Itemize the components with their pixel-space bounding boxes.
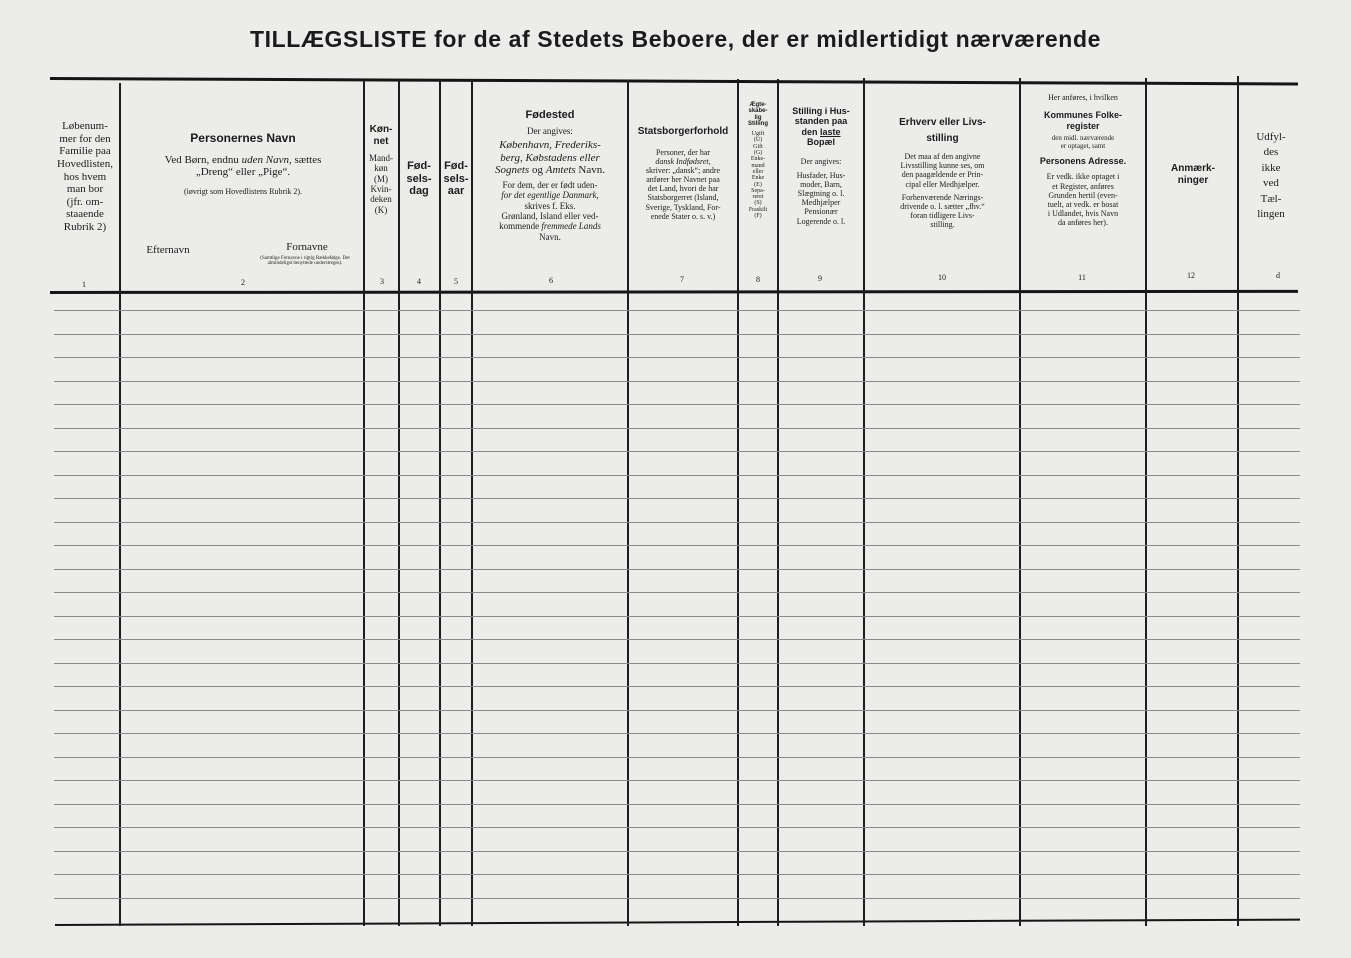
col7-line: Personer, der har [655, 147, 711, 157]
ruled-line [54, 851, 1300, 852]
col11-heading: register [1066, 120, 1100, 131]
col5-heading: Fød- [444, 160, 468, 172]
col9-heading: den [801, 126, 818, 137]
col1-line: Rubrik 2) [63, 221, 107, 234]
col10-line: Det maa af den angivne [904, 152, 981, 161]
col3-line: deken [370, 194, 392, 205]
col8-line: (U) [753, 137, 763, 144]
col10-header [866, 117, 1019, 230]
ruled-line [54, 804, 1300, 805]
ruled-line [54, 428, 1300, 429]
col1-line: man bor [66, 183, 104, 196]
col1-line: Familie paa [59, 145, 111, 158]
col5-header [441, 160, 471, 198]
ruled-line [54, 898, 1300, 899]
col11-line: Er vedk. ikke optaget i [1046, 172, 1120, 182]
ruled-line [54, 592, 1300, 593]
ruled-line [54, 310, 1300, 311]
col1-header [52, 120, 118, 234]
col8-heading: Ægte- [749, 102, 767, 108]
col8-line: Gift [753, 143, 763, 150]
col7-line: Sverige, Tyskland, For- [645, 202, 721, 212]
ruled-line [54, 780, 1300, 781]
col-d-line: Udfyl- [1256, 131, 1286, 143]
col9-line: Der angives: [800, 157, 842, 167]
ruled-line [54, 827, 1300, 828]
col6-line: skrives f. Eks. [524, 200, 576, 211]
column-divider [439, 80, 441, 926]
col7-line: anfører her Navnet paa [646, 175, 720, 185]
col1-line: (jfr. om- [66, 195, 104, 208]
col9-line: moder, Barn, [800, 179, 842, 189]
col2-firstname-label: Fornavne [286, 241, 328, 253]
col11-mid: er optaget, samt [1060, 141, 1106, 150]
col9-heading: Bopæl [807, 137, 835, 148]
col5-heading: aar [447, 185, 465, 198]
ruled-line [54, 616, 1300, 617]
col7-heading: Statsborgerforhold [637, 126, 729, 137]
col12-heading: ninger [1177, 174, 1209, 186]
col11-line: i Udlandet, hvis Navn [1047, 209, 1119, 219]
col11-line: Grunden hertil (even- [1048, 190, 1118, 200]
col3-header [365, 124, 397, 215]
col8-heading: skabe- [748, 108, 768, 115]
col-number: 1 [82, 280, 86, 289]
column-divider [119, 83, 121, 926]
col3-line: Mand- [369, 153, 393, 163]
col6-line: Navn. [539, 231, 561, 242]
col6-line: Grønland, Island eller ved- [501, 210, 599, 221]
col2-heading: Personernes Navn [190, 131, 296, 145]
ruled-line [54, 381, 1300, 382]
col7-line: det Land, hvori de har [647, 184, 719, 194]
col-number: d [1276, 271, 1280, 280]
col1-line: hos hvem [63, 170, 107, 183]
ruled-line [54, 569, 1300, 570]
col2-firstname-note: (Samtlige Fornavne i rigtig Rækkefølge. Det almindeligst benyttede understreges). [260, 256, 350, 267]
col4-heading: dag [409, 185, 429, 198]
col8-line: Enke- [750, 156, 766, 163]
col1-line: staaende [66, 208, 104, 221]
col2-note2: „Dreng“ eller „Pige“. [195, 166, 291, 179]
col-d-line: Tæl- [1260, 192, 1282, 205]
col8-line: mand [751, 162, 765, 169]
col7-line: Statsborgerret (Island, [647, 193, 719, 203]
col1-line: Hovedlisten, [57, 157, 113, 170]
col11-header [1022, 93, 1144, 227]
ruled-line [54, 498, 1300, 499]
col9-heading: Stilling i Hus- [792, 106, 850, 116]
ruled-line [54, 522, 1300, 523]
col8-line: Sepa- [751, 187, 765, 194]
col8-line: (E) [754, 181, 762, 188]
col9-line: Logerende o. l. [796, 216, 846, 226]
column-divider [398, 80, 400, 926]
ruled-line [54, 710, 1300, 711]
ruled-line [54, 451, 1300, 452]
col8-line: (S) [754, 200, 762, 207]
ruled-line [54, 404, 1300, 405]
col8-line: Fraskilt [748, 206, 768, 213]
col-number: 10 [938, 273, 946, 282]
col-number: 3 [380, 277, 384, 286]
col11-line: et Register, anføres [1052, 181, 1114, 191]
col10-line: den paagældende er Prin- [901, 170, 984, 180]
col8-heading: lig [754, 114, 762, 121]
col9-heading-underlined: laste [820, 126, 841, 137]
col8-line: reret [752, 194, 764, 201]
col3-line: (K) [374, 204, 388, 215]
col9-line: Medhjælper [801, 198, 841, 208]
col9-line: Slægtning o. l. [797, 188, 845, 198]
col3-heading: net [373, 135, 389, 147]
col1-line: mer for den [59, 132, 111, 145]
col3-line: køn [374, 163, 388, 174]
col6-line: København, Frederiks- [499, 138, 601, 151]
col2-surname-label: Efternavn [146, 244, 190, 256]
col10-line: foran tidligere Livs- [910, 211, 975, 221]
col4-heading: Fød- [407, 160, 431, 172]
col-number: 12 [1187, 271, 1195, 280]
col3-line: Kvin- [370, 184, 392, 195]
col11-line: da anføres her). [1058, 218, 1108, 228]
col8-line: (F) [754, 213, 762, 220]
ruled-line [54, 663, 1300, 664]
col8-header [739, 102, 777, 219]
col10-line: drivende o. l. sætter „fhv.“ [900, 201, 985, 211]
col3-line: (M) [374, 173, 388, 184]
col8-line: Enke [751, 175, 765, 182]
ruled-line [54, 757, 1300, 758]
col4-heading: sels- [406, 172, 432, 185]
ruled-line [54, 545, 1300, 546]
col7-line: skriver: „dansk“; andre [645, 165, 721, 175]
col11-line: tuelt, at vedk. er bosat [1047, 199, 1119, 209]
col9-header [779, 106, 863, 226]
col6-line: Navn. [578, 164, 605, 177]
col8-heading: Stilling [748, 120, 768, 127]
col11-heading2: Personens Adresse. [1039, 155, 1127, 166]
col-number: 5 [454, 277, 458, 286]
col2-header [124, 132, 362, 196]
col1-line: Løbenum- [62, 120, 108, 132]
col2-note: Ved Børn, endnu [164, 153, 239, 166]
col8-line: Ugift [751, 131, 765, 138]
col4-header [400, 160, 438, 198]
col11-top: Her anføres, i hvilken [1048, 93, 1118, 102]
col6-line: kommende [499, 221, 540, 232]
col12-header [1150, 163, 1236, 186]
col2-note-end: sættes [294, 153, 322, 166]
col-number: 11 [1078, 273, 1086, 282]
col11-mid: den midl. nærværende [1051, 133, 1115, 142]
col11-heading: Kommunes Folke- [1043, 110, 1122, 121]
ruled-line [54, 874, 1300, 875]
ruled-line [54, 686, 1300, 687]
ruled-line [54, 475, 1300, 476]
col7-line: dansk Indfødsret, [655, 156, 711, 166]
col-number: 6 [549, 276, 553, 285]
col9-heading: standen paa [794, 116, 848, 127]
header-rule [50, 290, 1298, 294]
col6-line: Sognets [494, 164, 530, 177]
col6-heading: Fødested [525, 109, 575, 121]
col8-line: (G) [753, 150, 763, 157]
col12-heading: Anmærk- [1171, 163, 1215, 174]
col-number: 4 [417, 277, 421, 286]
col8-line: eller [752, 168, 764, 175]
ruled-line [54, 357, 1300, 358]
ruled-line [54, 733, 1300, 734]
col3-heading: Køn- [369, 124, 393, 135]
col-number: 9 [818, 274, 822, 283]
col6-header [474, 109, 626, 242]
col9-line: Husfader, Hus- [796, 170, 846, 180]
col-number: 2 [241, 278, 245, 287]
col-number: 7 [680, 275, 684, 284]
ruled-line [54, 334, 1300, 335]
col5-heading: sels- [443, 172, 469, 185]
col6-line: fremmede Lands [541, 221, 601, 232]
col6-line: berg, Købstadens eller [500, 151, 600, 164]
bottom-rule [55, 919, 1300, 926]
col9-line: Pensionær [804, 207, 838, 217]
column-divider [1019, 78, 1021, 926]
col10-heading: Erhverv eller Livs- [899, 117, 986, 128]
col10-line: Livsstilling kunne ses, om [900, 161, 985, 171]
col6-line: og [531, 164, 543, 177]
col-d-line: des [1263, 146, 1279, 159]
col6-line: For dem, der er født uden- [502, 179, 598, 190]
col-d-line: lingen [1257, 207, 1285, 220]
col10-line: cipal eller Medhjælper. [905, 179, 980, 189]
col6-line: for det egentlige Danmark, [501, 190, 599, 201]
column-divider [863, 78, 865, 926]
col7-header [629, 126, 737, 221]
col2-note3: (iøvrigt som Hovedlistens Rubrik 2). [184, 187, 302, 197]
top-rule [50, 77, 1298, 85]
col6-line: Amtets [545, 164, 576, 177]
col7-line: enede Stater o. s. v.) [650, 211, 716, 221]
ruled-line [54, 639, 1300, 640]
form-title: TILLÆGSLISTE for de af Stedets Beboere, der er midlertidigt nærværende [250, 26, 1101, 52]
col10-line: Forhenværende Nærings- [901, 192, 984, 202]
col-number: 8 [756, 275, 760, 284]
col2-note-italic: uden Navn, [241, 153, 292, 166]
column-divider [471, 80, 473, 926]
column-divider [1145, 78, 1147, 926]
col10-heading: stilling [926, 132, 959, 144]
col10-line: stilling. [930, 220, 955, 230]
col-d-line: ikke [1261, 161, 1281, 174]
col-d-line: ved [1263, 177, 1279, 190]
col-d-header [1241, 130, 1301, 222]
col6-line: Der angives: [527, 125, 573, 136]
column-divider [1237, 76, 1239, 926]
